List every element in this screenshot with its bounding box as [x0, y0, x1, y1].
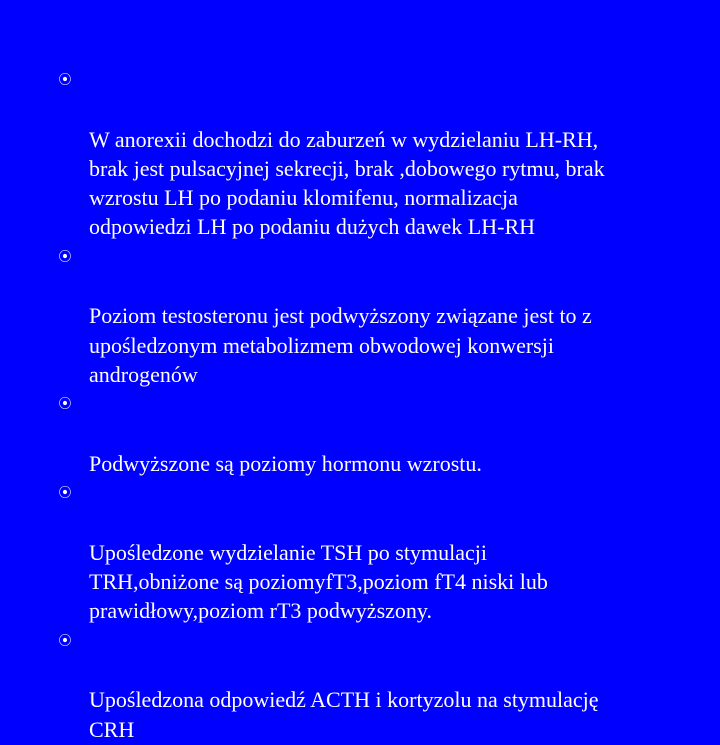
bullet-text: W anorexii dochodzi do zaburzeń w wydzielaniu LH-RH, brak jest pulsacyjnej sekrecji, brak ,dobowego rytmu, brak wzrostu LH po podaniu klomifenu, normalizacja odpowiedzi LH po podaniu dużych dawek LH-RH: [89, 126, 605, 240]
bullet-item-tsh: [58, 479, 658, 625]
bullet-icon: ⦿: [58, 486, 72, 502]
bullet-text: Upośledzone wydzielanie TSH po stymulacji TRH,obniżone są poziomyfT3,poziom fT4 niski lub prawidłowy,poziom rT3 podwyższony.: [89, 539, 548, 624]
bullet-item-growth-hormone: [58, 390, 658, 478]
bullet-icon: ⦿: [58, 249, 72, 265]
bullet-icon: ⦿: [58, 633, 72, 649]
bullet-item-lh-rh: [58, 66, 658, 242]
bullet-text: Poziom testosteronu jest podwyższony związane jest to z upośledzonym metabolizmem obwodowej konwersji androgenów: [89, 303, 592, 387]
bullet-text: Podwyższone są poziomy hormonu wzrostu.: [89, 450, 482, 476]
bullet-list: [58, 66, 658, 745]
bullet-item-testosterone: [58, 243, 658, 389]
bullet-text: Upośledzona odpowiedź ACTH i kortyzolu na stymulację CRH: [89, 687, 599, 742]
bullet-icon: ⦿: [58, 397, 72, 413]
bullet-item-acth: [58, 627, 658, 744]
bullet-icon: ⦿: [58, 73, 72, 88]
